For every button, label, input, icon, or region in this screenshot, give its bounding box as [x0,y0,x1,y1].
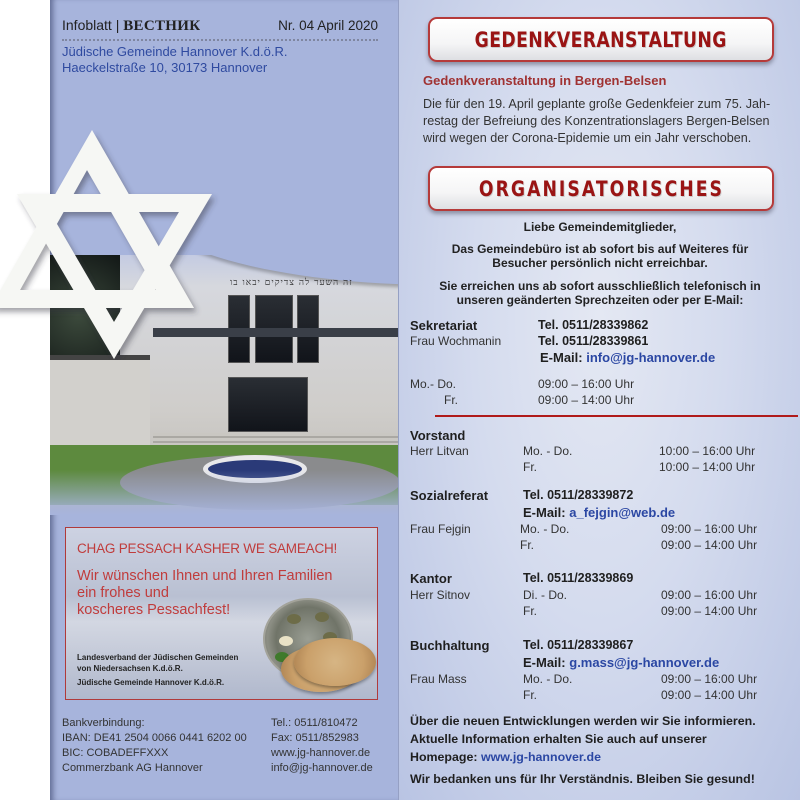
photo-door [228,377,308,432]
kantor-tel[interactable]: Tel. 0511/28339869 [523,571,634,585]
masthead [62,17,378,76]
gedenk-paragraph: Die für den 19. April geplante große Gedenkfeier zum 75. Jah- restag der Befreiung des Konzentrationslagers Bergen-Belsen wird wegen der Corona-Epidemie um ein Jahr verschoben. [423,97,771,145]
vorstand-person: Herr Litvan [410,444,469,458]
pessach-title: CHAG PESSACH KASHER WE SAMEACH! [77,541,338,556]
photo-annex [50,355,150,445]
sekretariat-time-1: 09:00 – 16:00 Uhr [538,377,635,391]
sozialreferat-person: Frau Fejgin [410,522,471,536]
pessach-org-2: Jüdische Gemeinde Hannover K.d.ö.R. [77,678,225,687]
sekretariat-heading: Sekretariat [410,318,478,333]
orga-greeting: Liebe Gemeindemitglieder, [523,220,677,234]
sozialreferat-days-1: Mo. - Do. [520,522,570,536]
pessach-greeting-box [65,527,378,700]
vorstand-days-2: Fr. [523,460,537,474]
sozialreferat-days-2: Fr. [520,538,534,552]
homepage-link[interactable]: www.jg-hannover.de [480,750,601,764]
buchhaltung-days-2: Fr. [523,688,537,702]
vorstand-heading: Vorstand [410,428,466,443]
sozialreferat-email-row: E-Mail: a_fejgin@web.de [523,505,676,520]
sekretariat-email-row: E-Mail: info@jg-hannover.de [540,350,716,365]
sozialreferat-heading: Sozialreferat [410,488,489,503]
pessach-wish: Wir wünschen Ihnen und Ihren Familien ein frohes und koscheres Pessachfest! [77,568,333,618]
sekretariat-time-2: 09:00 – 14:00 Uhr [538,393,635,407]
orga-banner: ORGANISATORISCHES [428,166,774,211]
buchhaltung-time-1: 09:00 – 16:00 Uhr [661,672,758,686]
publication-title-cyrillic: ВЕСТНИК [123,18,201,34]
closing-text: Über die neuen Entwicklungen werden wir Sie informieren. Aktuelle Information erhalten Sie auch auf unserer Homepage: www.jg-hannover.de [410,714,756,764]
sozialreferat-tel[interactable]: Tel. 0511/28339872 [523,488,634,502]
buchhaltung-heading: Buchhaltung [410,638,490,653]
matzah-image [294,638,376,686]
kantor-time-2: 09:00 – 14:00 Uhr [661,604,758,618]
bank-details: Bankverbindung: IBAN: DE41 2504 0066 0441 6202 00 BIC: COBADEFFXXX Commerzbank AG Hannover [62,717,247,774]
closing-thanks: Wir bedanken uns für Ihr Verständnis. Bleiben Sie gesund! [410,772,755,786]
org-name: Jüdische Gemeinde Hannover K.d.ö.R. [62,44,288,59]
buchhaltung-person: Frau Mass [410,672,467,686]
kantor-days-2: Fr. [523,604,537,618]
kantor-time-1: 09:00 – 16:00 Uhr [661,588,758,602]
kantor-heading: Kantor [410,571,452,586]
sozialreferat-time-2: 09:00 – 14:00 Uhr [661,538,758,552]
email-link[interactable]: info@jg-hannover.de [271,762,373,774]
publication-title: Infoblatt | ВЕСТНИК [62,17,201,34]
sekretariat-email-link[interactable]: info@jg-hannover.de [586,350,716,365]
sekretariat-days-2: Fr. [444,393,458,407]
sozialreferat-time-1: 09:00 – 16:00 Uhr [661,522,758,536]
website-link[interactable]: www.jg-hannover.de [271,747,371,759]
orga-reach: Sie erreichen uns ab sofort ausschließlich telefonisch in unseren geänderten Sprechzeiten oder per E-Mail: [439,279,761,307]
sozialreferat-email-link[interactable]: a_fejgin@web.de [569,505,676,520]
sekretariat-person: Frau Wochmanin [410,334,502,348]
sekretariat-tel-2[interactable]: Tel. 0511/28339861 [538,334,649,348]
left-column [50,0,398,800]
sekretariat-days-1: Mo.- Do. [410,377,457,391]
pessach-org: Landesverband der Jüdischen Gemeinden von Niedersachsen K.d.ö.R. [77,653,239,673]
kantor-person: Herr Sitnov [410,588,471,602]
vorstand-time-1: 10:00 – 16:00 Uhr [659,444,756,458]
contact-details: Tel.: 0511/810472 Fax: 0511/852983 www.jg-hannover.de info@jg-hannover.de [271,717,373,774]
buchhaltung-tel[interactable]: Tel. 0511/28339867 [523,638,634,652]
gedenk-subheading: Gedenkveranstaltung in Bergen-Belsen [423,73,667,88]
buchhaltung-time-2: 09:00 – 14:00 Uhr [661,688,758,702]
buchhaltung-email-row: E-Mail: g.mass@jg-hannover.de [523,655,720,670]
issue-number: Nr. 04 April 2020 [278,18,378,33]
vorstand-time-2: 10:00 – 14:00 Uhr [659,460,756,474]
orga-notice: Das Gemeindebüro ist ab sofort bis auf Weiteres für Besucher persönlich nicht erreichbar. [451,242,749,270]
right-column [398,0,800,800]
photo-fade [50,470,398,515]
star-of-david-icon [0,130,224,360]
red-divider [435,415,798,417]
vorstand-days-1: Mo. - Do. [523,444,573,458]
buchhaltung-email-link[interactable]: g.mass@jg-hannover.de [569,655,720,670]
kantor-days-1: Di. - Do. [523,588,568,602]
buchhaltung-days-1: Mo. - Do. [523,672,573,686]
org-address: Haeckelstraße 10, 30173 Hannover [62,60,268,75]
hebrew-inscription: זה השער לה צדיקים יבאו בו [230,278,353,288]
sekretariat-tel-1[interactable]: Tel. 0511/28339862 [538,318,649,332]
gedenk-banner: GEDENKVERANSTALTUNG [428,17,774,62]
dotted-divider [62,39,378,41]
